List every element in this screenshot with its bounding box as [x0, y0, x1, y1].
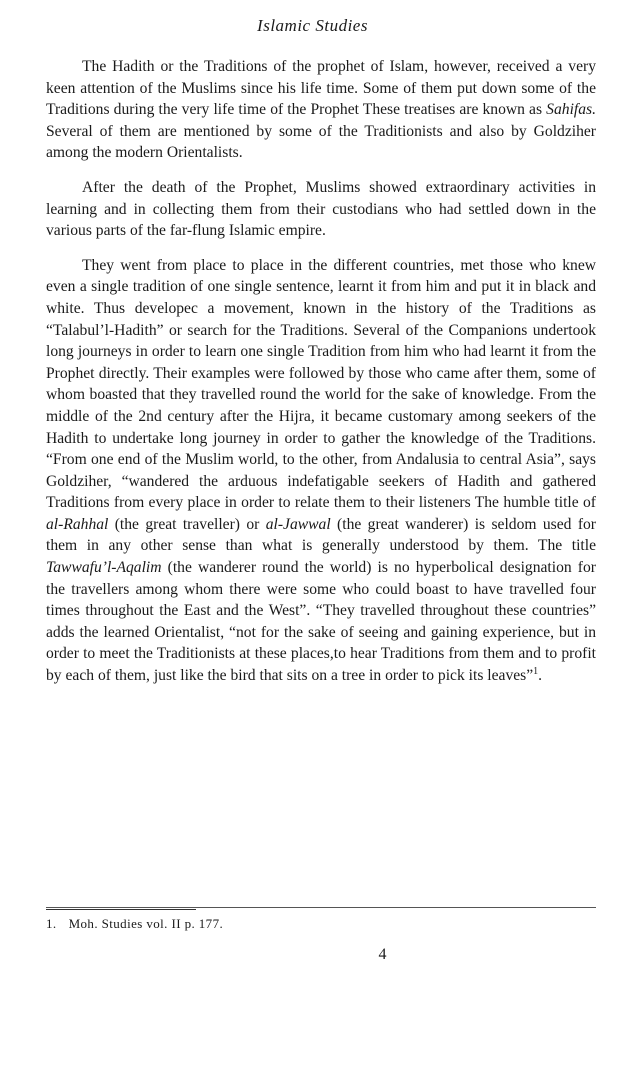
italic-term-tawwafu-l-aqalim: Tawwafu’l-Aqalim — [46, 559, 162, 577]
paragraph-3-end: . — [538, 667, 543, 685]
paragraph-3 — [46, 255, 596, 687]
italic-term-al-jawwal: al-Jawwal — [265, 515, 331, 533]
footnote — [46, 916, 223, 932]
paragraph-3-seg1: (the great traveller) or — [108, 515, 266, 533]
italic-term-al-rahhal: al-Rahhal — [46, 515, 109, 533]
footnote-text: Moh. Studies vol. II p. 177. — [68, 916, 224, 931]
paragraph-2: After the death of the Prophet, Muslims showed extraordinary activities in learning and in collecting them from their custodians who had settled down in the various parts of the far-flung Islamic empire. — [46, 178, 596, 240]
paragraph-3-seg2: (the great wanderer) is seldom used for them in any other sense than what is generally understood by them. The title — [46, 515, 597, 555]
footnote-rule — [46, 907, 596, 908]
paragraph-3-text: They went from place to place in the different countries, met those who knew even a single tradition of one single sentence, learnt it from him and put it in black and white. Thus developec a movement, known in the history of the Traditions as “Talabul’l-Hadith” or search for the Traditions. Several of the Companions undertook long journeys in order to learn one single Tradition from him who had learnt it from the Prophet directly. Their examples were followed by those who came after them, some of whom boasted that they travelled round the world for the sake of knowledge. From the middle of the 2nd century after the Hijra, it became customary among seekers of the Hadith to undertake long journey in order to gather the knowledge of the Traditions. “From one end of the Muslim world, to the other, from Andalusia to central Asia”, says Goldziher, “wandered the arduous indefatigable seekers of Hadith and gathered Traditions from every place in order to relate them to their listeners The humble title of — [46, 256, 596, 512]
paragraph-1-text: The Hadith or the Traditions of the prophet of Islam, however, received a very keen attention of the Muslims since his life time. Some of them put down some of the Traditions during the very life time of the Prophet These treatises are known as — [46, 58, 596, 119]
italic-term-sahifas: Sahifas. — [546, 101, 596, 119]
footnote-rule-short — [46, 909, 196, 910]
paragraph-1-tail: Several of them are mentioned by some of the Traditionists and also by Goldziher among the modern Orientalists. — [46, 122, 596, 162]
running-head: Islamic Studies — [257, 16, 368, 35]
paragraph-3-seg3: (the wanderer round the world) is no hyperbolical designation for the travellers among whom there were some who could boast to have travelled four times throughout the East and the West”. “They travelled throughout these countries” adds the learned Orientalist, “not for the sake of seeing and gaining experience, but in order to meet the Traditionists at these places,to hear Traditions from them and to profit by each of them, just like the bird that sits on a tree in order to pick its leaves” — [46, 559, 596, 685]
footnote-reference: 1 — [533, 665, 539, 677]
page-number: 4 — [378, 946, 387, 963]
paragraph-1 — [46, 56, 596, 164]
body-text — [46, 56, 596, 687]
footnote-number: 1. — [46, 916, 57, 931]
